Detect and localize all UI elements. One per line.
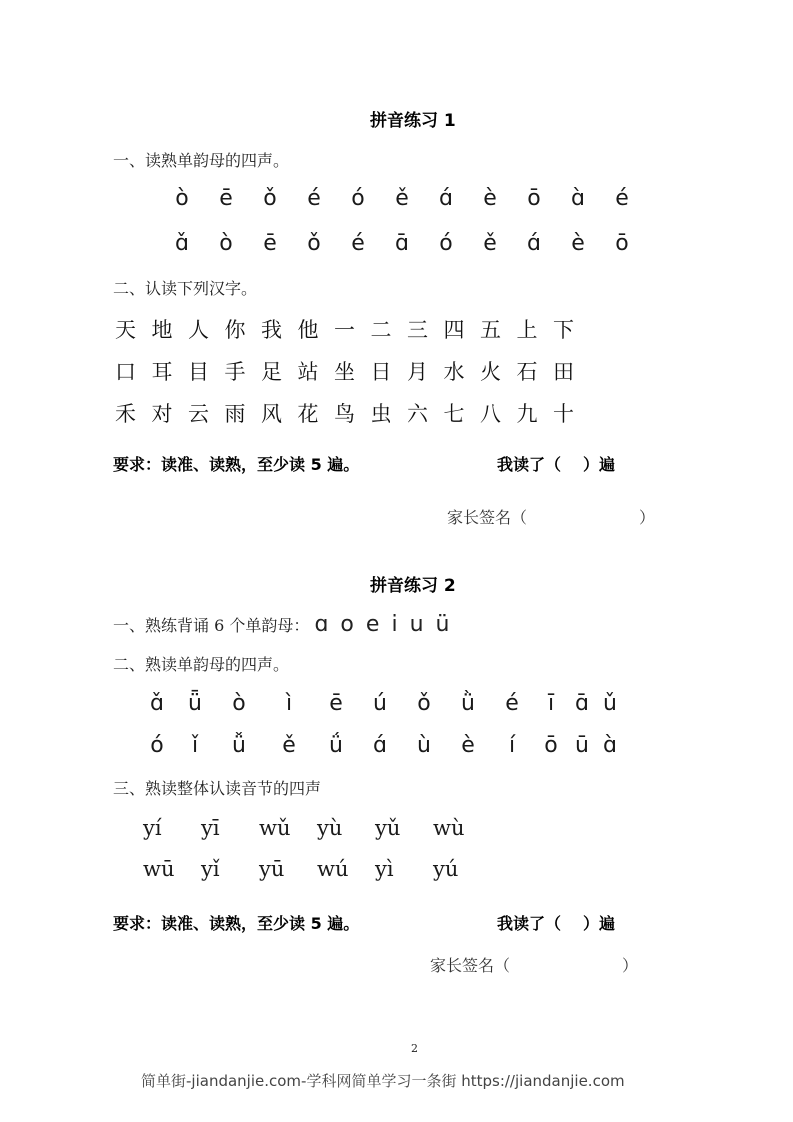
pinyin-vowel: ō (527, 186, 541, 211)
pinyin-vowel: è (483, 186, 497, 211)
read-count-prefix: 我读了（ (497, 455, 562, 474)
pinyin-vowel: ɑ̄ (395, 231, 409, 256)
pinyin-vowel: ɑ̄ (575, 691, 589, 716)
syllable: yì (375, 857, 394, 881)
hanzi-char: 上 (516, 318, 538, 342)
pinyin-vowel: ò (219, 231, 233, 256)
hanzi-row-3 (115, 398, 590, 428)
hanzi-char: 水 (443, 360, 465, 384)
hanzi-char: 二 (370, 318, 392, 342)
pinyin-vowel: ò (232, 691, 246, 716)
syllable-row-2 (143, 857, 491, 881)
ex2-section1-heading: 一、熟练背诵 6 个单韵母： (113, 616, 310, 635)
ex1-read-count (497, 452, 615, 475)
pinyin-vowel: ǖ (188, 691, 202, 716)
exercise-2-title: 拼音练习 2 (370, 576, 456, 596)
ex2-tone-row-1 (138, 691, 624, 716)
pinyin-vowel: ǔ (603, 691, 617, 716)
syllable-row-1 (143, 816, 491, 840)
pinyin-vowel: ě (483, 231, 497, 256)
pinyin-vowel: ɑ̀ (603, 733, 617, 758)
ex1-parent-sign (447, 505, 655, 528)
pinyin-vowel: ɑ̌ (175, 231, 189, 256)
pinyin-vowel: ī (547, 691, 555, 716)
hanzi-row-1 (115, 314, 590, 344)
ex2-requirement: 要求：读准、读熟，至少读 5 遍。 (113, 914, 360, 933)
ex2-section2-heading: 二、熟读单韵母的四声。 (113, 655, 290, 674)
pinyin-vowel: ɑ̌ (150, 691, 164, 716)
pinyin-vowel: é (307, 186, 321, 211)
hanzi-char: 六 (407, 402, 428, 426)
syllable: wū (143, 857, 175, 881)
hanzi-char: 鸟 (334, 402, 355, 426)
hanzi-char: 风 (261, 402, 282, 426)
pinyin-vowel: ì (285, 691, 293, 716)
hanzi-char: 我 (261, 318, 282, 342)
parent-sign-suffix: ） (622, 956, 639, 975)
pinyin-vowel: ē (263, 231, 277, 256)
pinyin-vowel: ɑ́ (527, 231, 541, 256)
parent-sign-prefix: 家长签名（ (430, 956, 511, 975)
parent-sign-prefix: 家长签名（ (447, 508, 528, 527)
hanzi-char: 耳 (151, 360, 173, 384)
syllable: yū (259, 857, 285, 881)
hanzi-char: 足 (261, 360, 282, 384)
parent-sign-suffix: ） (639, 508, 656, 527)
hanzi-char: 天 (115, 318, 136, 342)
pinyin-vowel: ɑ́ (439, 186, 453, 211)
ex1-section2-heading: 二、认读下列汉字。 (113, 279, 258, 298)
pinyin-vowel: ǐ (191, 733, 199, 758)
hanzi-char: 五 (480, 318, 501, 342)
pinyin-vowel: è (461, 733, 475, 758)
pinyin-vowel: ō (544, 733, 558, 758)
pinyin-vowel: ǘ (329, 733, 343, 758)
ex2-section1 (113, 612, 461, 637)
hanzi-char: 下 (553, 318, 574, 342)
syllable: yī (201, 816, 220, 840)
pinyin-vowel: ǒ (417, 691, 431, 716)
syllable: yù (317, 816, 343, 840)
hanzi-char: 田 (553, 360, 574, 384)
hanzi-char: 站 (297, 360, 319, 384)
read-count-suffix: ）遍 (583, 914, 616, 933)
hanzi-char: 坐 (334, 360, 355, 384)
hanzi-char: 石 (516, 360, 538, 384)
vowel: ɑ (314, 612, 329, 637)
ex1-section1-heading: 一、读熟单韵母的四声。 (113, 151, 290, 170)
ex1-tone-row-2 (160, 231, 644, 256)
pinyin-vowel: é (505, 691, 519, 716)
hanzi-char: 月 (407, 360, 428, 384)
hanzi-char: 云 (188, 402, 209, 426)
hanzi-char: 四 (443, 318, 465, 342)
hanzi-char: 花 (297, 402, 319, 426)
hanzi-char: 他 (297, 318, 319, 342)
pinyin-vowel: í (508, 733, 516, 758)
read-count-suffix: ）遍 (583, 455, 616, 474)
syllable: yú (433, 857, 459, 881)
vowel: i (391, 612, 398, 637)
hanzi-char: 人 (188, 318, 209, 342)
hanzi-char: 一 (334, 318, 355, 342)
hanzi-char: 三 (407, 318, 428, 342)
pinyin-vowel: ē (219, 186, 233, 211)
exercise-1-title: 拼音练习 1 (370, 111, 456, 131)
pinyin-vowel: ē (329, 691, 343, 716)
hanzi-char: 日 (370, 360, 392, 384)
pinyin-vowel: ó (150, 733, 164, 758)
hanzi-char: 十 (553, 402, 574, 426)
ex2-read-count (497, 911, 615, 934)
pinyin-vowel: ò (175, 186, 189, 211)
hanzi-char: 目 (188, 360, 209, 384)
hanzi-char: 禾 (115, 402, 136, 426)
hanzi-char: 雨 (224, 402, 246, 426)
pinyin-vowel: ù (417, 733, 431, 758)
pinyin-vowel: ú (373, 691, 387, 716)
hanzi-char: 口 (115, 360, 136, 384)
hanzi-char: 地 (151, 318, 173, 342)
syllable: yí (143, 816, 162, 840)
hanzi-char: 八 (480, 402, 501, 426)
hanzi-char: 手 (224, 360, 246, 384)
hanzi-char: 七 (443, 402, 465, 426)
hanzi-char: 对 (151, 402, 173, 426)
pinyin-vowel: ó (351, 186, 365, 211)
pinyin-vowel: é (615, 186, 629, 211)
pinyin-vowel: ó (439, 231, 453, 256)
ex1-requirement: 要求：读准、读熟，至少读 5 遍。 (113, 455, 360, 474)
pinyin-vowel: ǚ (232, 733, 246, 758)
pinyin-vowel: ě (282, 733, 296, 758)
pinyin-vowel: ě (395, 186, 409, 211)
pinyin-vowel: ǜ (461, 691, 475, 716)
ex2-tone-row-2 (138, 733, 624, 758)
vowel: e (365, 612, 380, 637)
vowel: u (409, 612, 424, 637)
hanzi-char: 九 (516, 402, 538, 426)
pinyin-vowel: ū (575, 733, 589, 758)
syllable: yǐ (201, 857, 220, 881)
ex1-tone-row-1 (160, 186, 644, 211)
footer-watermark: 简单街-jiandanjie.com-学科网简单学习一条街 https://jiandanjie.com (141, 1072, 625, 1090)
ex2-parent-sign (430, 953, 638, 976)
syllable: wǔ (259, 816, 291, 840)
pinyin-vowel: ō (615, 231, 629, 256)
vowel: o (340, 612, 354, 637)
syllable: wù (433, 816, 465, 840)
ex2-section3-heading: 三、熟读整体认读音节的四声 (113, 779, 322, 798)
vowel: ü (435, 612, 450, 637)
hanzi-char: 你 (224, 318, 246, 342)
hanzi-row-2 (115, 356, 590, 386)
read-count-prefix: 我读了（ (497, 914, 562, 933)
syllable: yǔ (375, 816, 401, 840)
hanzi-char: 虫 (370, 402, 392, 426)
pinyin-vowel: é (351, 231, 365, 256)
pinyin-vowel: ɑ́ (373, 733, 387, 758)
vowel-list (314, 612, 461, 637)
pinyin-vowel: ǒ (307, 231, 321, 256)
pinyin-vowel: ǒ (263, 186, 277, 211)
pinyin-vowel: è (571, 231, 585, 256)
syllable: wú (317, 857, 349, 881)
pinyin-vowel: ɑ̀ (571, 186, 585, 211)
hanzi-char: 火 (480, 360, 501, 384)
page-number: 2 (411, 1042, 418, 1055)
